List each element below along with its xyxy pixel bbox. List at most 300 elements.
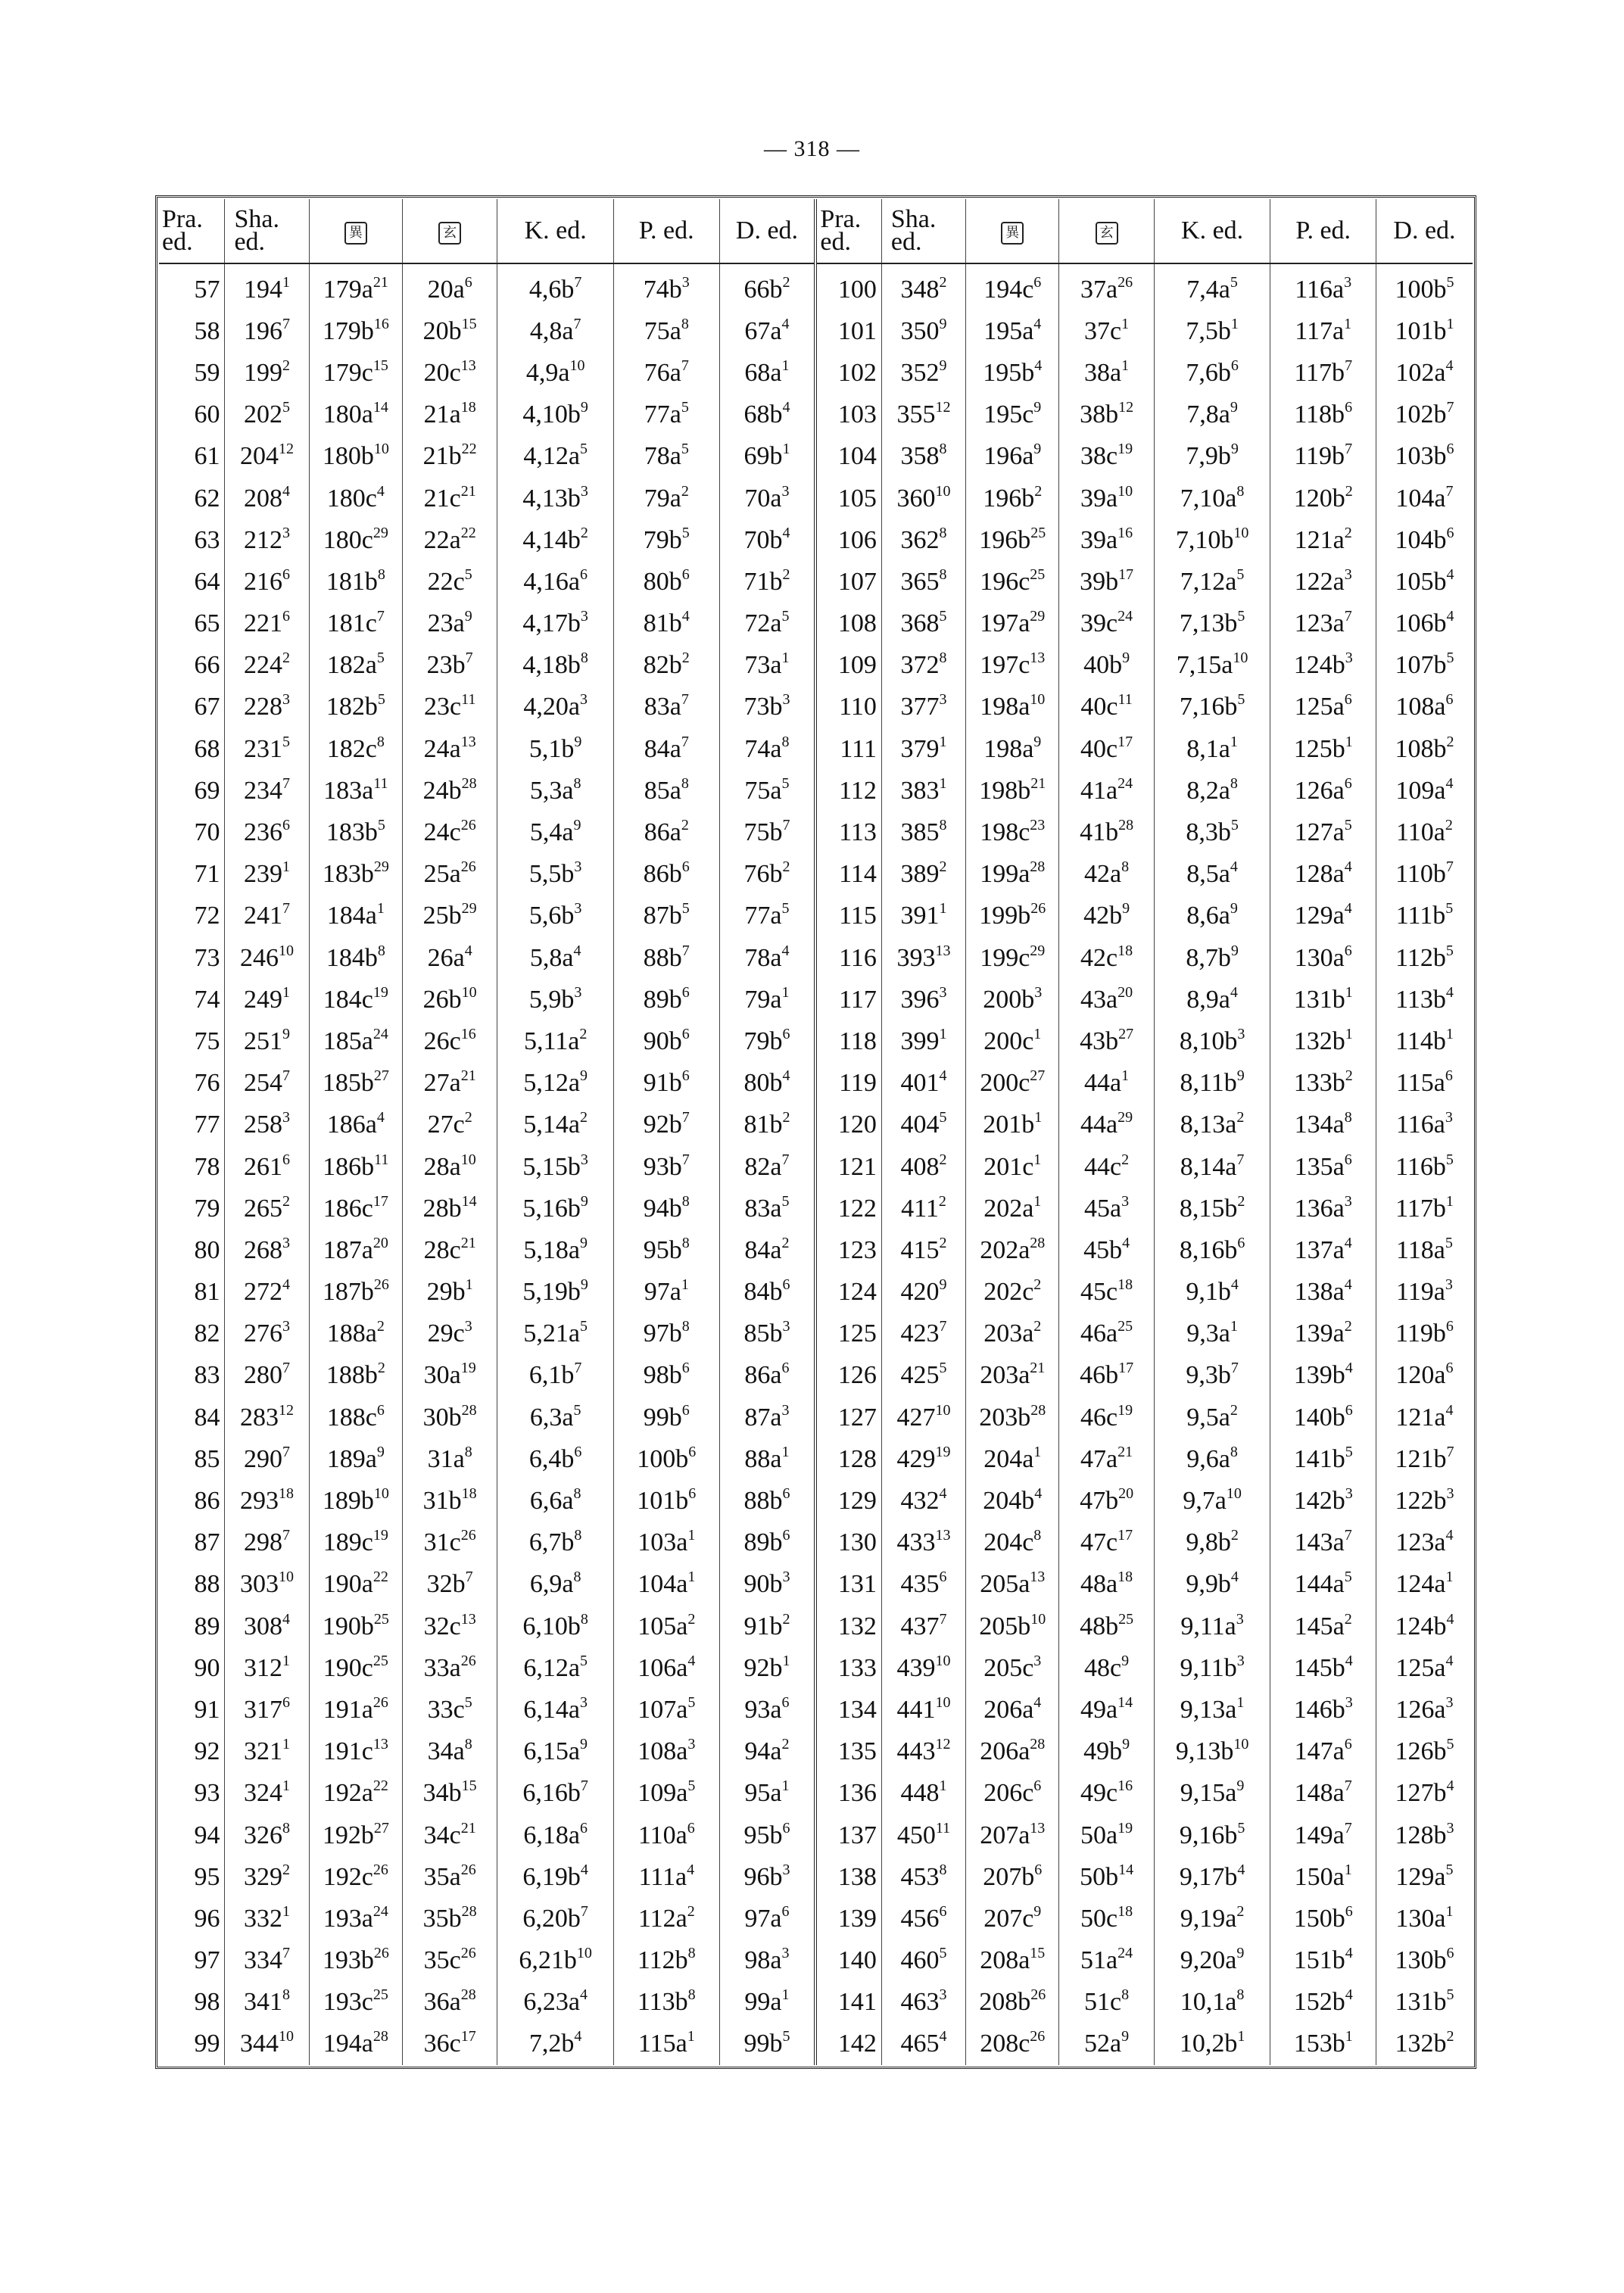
cell-seal2: $40c^{11}$: [1059, 687, 1154, 728]
cell-seal2: $49b^9$: [1059, 1731, 1154, 1773]
cell-d: $115a^6$: [1376, 1063, 1473, 1104]
cell-d: 130b6: [1376, 1940, 1473, 1982]
cell-sha: $377^3$: [881, 687, 965, 728]
cell-seal2: $46a^{25}$: [1059, 1313, 1154, 1355]
table-row: [159, 1104, 1473, 1146]
cell-p: $146b^3$: [1270, 1689, 1376, 1731]
header-d: D. ed.: [719, 199, 815, 263]
header-p: P. ed.: [1270, 199, 1376, 263]
cell-sha: 4633: [881, 1982, 965, 2024]
cell-pra: 129: [815, 1480, 881, 1522]
cell-seal1: $207b^6$: [966, 1856, 1059, 1898]
cell-sha: $365^8$: [881, 561, 965, 603]
cell-pra: 79: [194, 1194, 220, 1223]
cell-pra: 66: [194, 651, 220, 680]
cell-seal1: $189c^{19}$: [309, 1522, 402, 1564]
cell-k: $7,12a^5$: [1154, 561, 1270, 603]
page-number: — 318 —: [764, 136, 860, 161]
cell-sha: $280^7$: [225, 1355, 309, 1397]
cell-seal1: $187b^{26}$: [309, 1272, 402, 1313]
cell-seal2: $37a^{26}$: [1059, 263, 1154, 310]
cell-d: $105b^4$: [1376, 561, 1473, 603]
cell-seal2: $38b^{12}$: [1059, 394, 1154, 436]
cell-sha: $355^{12}$: [881, 394, 965, 436]
cell-seal1: $195a^4$: [966, 310, 1059, 352]
cell-seal1: $188a^2$: [309, 1313, 402, 1355]
cell-p: $116a^3$: [1270, 263, 1376, 310]
cell-pra: 135: [815, 1731, 881, 1773]
cell-d: $116a^3$: [1376, 1104, 1473, 1146]
cell-k: $5,16b^9$: [497, 1188, 614, 1229]
cell-d: $101b^1$: [1376, 310, 1473, 352]
cell-p: $138a^4$: [1270, 1272, 1376, 1313]
cell-k: $6,9a^8$: [497, 1564, 614, 1606]
cell-sha: $196^7$: [225, 310, 309, 352]
cell-seal1: $185a^{24}$: [309, 1020, 402, 1062]
cell-p: $119b^7$: [1270, 436, 1376, 478]
cell-p: $133b^2$: [1270, 1063, 1376, 1104]
cell-p: $135a^6$: [1270, 1146, 1376, 1188]
cell-k: $5,21a^5$: [497, 1313, 614, 1355]
cell-p: $89b^6$: [614, 979, 720, 1020]
cell-pra: 133: [815, 1647, 881, 1689]
cell-seal1: $182c^8$: [309, 728, 402, 770]
cell-sha: $194^1$: [225, 263, 309, 310]
cell-p: $121a^2$: [1270, 519, 1376, 561]
cell-d: $127b^4$: [1376, 1773, 1473, 1815]
cell-p: $86b^6$: [614, 854, 720, 896]
cell-d: $110a^2$: [1376, 812, 1473, 853]
cell-d: $71b^2$: [719, 561, 815, 603]
cell-d: $89b^6$: [719, 1522, 815, 1564]
cell-pra: 127: [815, 1397, 881, 1438]
cell-d: $111b^5$: [1376, 896, 1473, 937]
cell-p: $78a^5$: [614, 436, 720, 478]
cell-sha: $433^{13}$: [881, 1522, 965, 1564]
cell-d: $70a^3$: [719, 478, 815, 519]
cell-pra: 112: [815, 770, 881, 812]
cell-k: $8,5a^4$: [1154, 854, 1270, 896]
cell-d: $86a^6$: [719, 1355, 815, 1397]
cell-sha: 34410: [225, 2024, 309, 2065]
cell-seal1: $196c^{25}$: [966, 561, 1059, 603]
cell-p: $88b^7$: [614, 937, 720, 979]
cell-p: $120b^2$: [1270, 478, 1376, 519]
cell-sha: 3321: [225, 1898, 309, 1939]
cell-seal1: $180c^{29}$: [309, 519, 402, 561]
cell-sha: $308^4$: [225, 1606, 309, 1647]
cell-seal1: $179b^{16}$: [309, 310, 402, 352]
cell-seal1: $181c^7$: [309, 603, 402, 645]
cell-d: $125a^4$: [1376, 1647, 1473, 1689]
cell-seal2: $23c^{11}$: [402, 687, 497, 728]
cell-p: $83a^7$: [614, 687, 720, 728]
cell-seal2: 50c18: [1059, 1898, 1154, 1939]
cell-d: $93a^6$: [719, 1689, 815, 1731]
cell-pra: 142: [815, 2024, 881, 2065]
cell-p: $94b^8$: [614, 1188, 720, 1229]
cell-k: $6,19b^4$: [497, 1856, 614, 1898]
cell-p: $129a^4$: [1270, 896, 1376, 937]
cell-sha: $427^{10}$: [881, 1397, 965, 1438]
cell-pra: 88: [194, 1570, 220, 1599]
cell-sha: $350^9$: [881, 310, 965, 352]
cell-pra: 81: [194, 1278, 220, 1307]
cell-seal2: $22a^{22}$: [402, 519, 497, 561]
cell-seal1: $180b^{10}$: [309, 436, 402, 478]
cell-seal2: $24a^{13}$: [402, 728, 497, 770]
cell-p: 115a1: [614, 2024, 720, 2065]
cell-pra: 109: [815, 645, 881, 687]
cell-sha: $360^{10}$: [881, 478, 965, 519]
cell-seal1: $184b^8$: [309, 937, 402, 979]
cell-seal1: 194a28: [309, 2024, 402, 2065]
cell-d: $76b^2$: [719, 854, 815, 896]
cell-k: $8,15b^2$: [1154, 1188, 1270, 1229]
cell-seal2: 51a24: [1059, 1940, 1154, 1982]
table-row: [159, 1606, 1473, 1647]
cell-seal1: $186b^{11}$: [309, 1146, 402, 1188]
cell-pra: 87: [194, 1528, 220, 1557]
cell-p: $95b^8$: [614, 1229, 720, 1271]
cell-k: $5,19b^9$: [497, 1272, 614, 1313]
cell-d: $128b^3$: [1376, 1815, 1473, 1856]
seal-2-icon: 玄: [438, 222, 461, 245]
cell-d: $66b^2$: [719, 263, 815, 310]
cell-seal2: $41a^{24}$: [1059, 770, 1154, 812]
cell-sha: $450^{11}$: [881, 1815, 965, 1856]
cell-d: $68b^4$: [719, 394, 815, 436]
cell-seal1: $199c^{29}$: [966, 937, 1059, 979]
cell-d: $74a^8$: [719, 728, 815, 770]
cell-seal2: $28c^{21}$: [402, 1229, 497, 1271]
concordance-table-frame: [155, 195, 1476, 2069]
cell-sha: $411^2$: [881, 1188, 965, 1229]
table-row: [159, 1480, 1473, 1522]
cell-sha: 3347: [225, 1940, 309, 1982]
cell-k: $4,20a^3$: [497, 687, 614, 728]
cell-k: $5,15b^3$: [497, 1146, 614, 1188]
cell-sha: $389^2$: [881, 854, 965, 896]
cell-d: $82a^7$: [719, 1146, 815, 1188]
cell-pra: 99: [194, 2030, 220, 2058]
cell-d: $72a^5$: [719, 603, 815, 645]
cell-p: $149a^7$: [1270, 1815, 1376, 1856]
cell-seal1: $195c^9$: [966, 394, 1059, 436]
cell-k: $9,9b^4$: [1154, 1564, 1270, 1606]
cell-pra: 97: [194, 1946, 220, 1975]
cell-p: $123a^7$: [1270, 603, 1376, 645]
cell-d: $126a^3$: [1376, 1689, 1473, 1731]
cell-k: $5,14a^2$: [497, 1104, 614, 1146]
cell-seal2: $26a^4$: [402, 937, 497, 979]
cell-d: $117b^1$: [1376, 1188, 1473, 1229]
cell-seal1: $192b^{27}$: [309, 1815, 402, 1856]
cell-pra: 123: [815, 1229, 881, 1271]
cell-k: $7,10b^{10}$: [1154, 519, 1270, 561]
cell-seal2: $20b^{15}$: [402, 310, 497, 352]
cell-seal2: $31b^{18}$: [402, 1480, 497, 1522]
table-row: [159, 436, 1473, 478]
cell-pra: 94: [194, 1821, 220, 1849]
table-row: [159, 310, 1473, 352]
cell-pra: 92: [194, 1737, 220, 1766]
table-row: [159, 1438, 1473, 1480]
table-row: [159, 2024, 1473, 2065]
cell-pra: 59: [194, 358, 220, 387]
cell-k: $7,8a^9$: [1154, 394, 1270, 436]
cell-pra: 61: [194, 442, 220, 471]
cell-seal2: $41b^{28}$: [1059, 812, 1154, 853]
cell-seal1: 208b26: [966, 1982, 1059, 2024]
cell-sha: $379^1$: [881, 728, 965, 770]
cell-p: $107a^5$: [614, 1689, 720, 1731]
cell-seal2: $47c^{17}$: [1059, 1522, 1154, 1564]
cell-sha: $239^1$: [225, 854, 309, 896]
cell-d: $124b^4$: [1376, 1606, 1473, 1647]
cell-sha: $420^9$: [881, 1272, 965, 1313]
cell-pra: 85: [194, 1444, 220, 1473]
table-row: [159, 1689, 1473, 1731]
cell-sha: $216^6$: [225, 561, 309, 603]
cell-p: $145b^4$: [1270, 1647, 1376, 1689]
cell-seal1: $188b^2$: [309, 1355, 402, 1397]
cell-sha: $212^3$: [225, 519, 309, 561]
cell-p: $139b^4$: [1270, 1355, 1376, 1397]
cell-p: $98b^6$: [614, 1355, 720, 1397]
cell-seal1: 193c25: [309, 1982, 402, 2024]
cell-pra: 125: [815, 1313, 881, 1355]
cell-k: $9,3a^1$: [1154, 1313, 1270, 1355]
cell-seal1: $191a^{26}$: [309, 1689, 402, 1731]
cell-seal2: $23a^9$: [402, 603, 497, 645]
cell-p: $137a^4$: [1270, 1229, 1376, 1271]
cell-sha: $265^2$: [225, 1188, 309, 1229]
cell-seal1: $181b^8$: [309, 561, 402, 603]
cell-pra: 89: [194, 1612, 220, 1640]
cell-seal2: $35a^{26}$: [402, 1856, 497, 1898]
cell-pra: 122: [815, 1188, 881, 1229]
cell-seal2: $28b^{14}$: [402, 1188, 497, 1229]
cell-pra: 118: [815, 1020, 881, 1062]
cell-d: $104a^7$: [1376, 478, 1473, 519]
table-row: [159, 561, 1473, 603]
cell-seal1: $204c^8$: [966, 1522, 1059, 1564]
cell-p: $100b^6$: [614, 1438, 720, 1480]
cell-p: $82b^2$: [614, 645, 720, 687]
cell-p: $74b^3$: [614, 263, 720, 310]
cell-sha: $221^6$: [225, 603, 309, 645]
cell-pra: 57: [194, 275, 220, 304]
cell-p: $126a^6$: [1270, 770, 1376, 812]
cell-pra: 110: [815, 687, 881, 728]
cell-k: $6,7b^8$: [497, 1522, 614, 1564]
cell-p: $130a^6$: [1270, 937, 1376, 979]
cell-pra: 116: [815, 937, 881, 979]
header-seal-2: [402, 199, 497, 263]
cell-d: 98a3: [719, 1940, 815, 1982]
cell-d: $92b^1$: [719, 1647, 815, 1689]
cell-k: 10,1a8: [1154, 1982, 1270, 2024]
cell-p: $142b^3$: [1270, 1480, 1376, 1522]
cell-d: $84b^6$: [719, 1272, 815, 1313]
cell-seal2: $33a^{26}$: [402, 1647, 497, 1689]
cell-seal2: $40b^9$: [1059, 645, 1154, 687]
cell-k: $8,7b^9$: [1154, 937, 1270, 979]
cell-seal1: $204b^4$: [966, 1480, 1059, 1522]
cell-sha: $415^2$: [881, 1229, 965, 1271]
cell-k: $4,13b^3$: [497, 478, 614, 519]
cell-sha: $231^5$: [225, 728, 309, 770]
cell-seal1: $182a^5$: [309, 645, 402, 687]
cell-seal2: $33c^5$: [402, 1689, 497, 1731]
cell-p: $105a^2$: [614, 1606, 720, 1647]
cell-pra: 108: [815, 603, 881, 645]
cell-d: $122b^3$: [1376, 1480, 1473, 1522]
cell-d: $70b^4$: [719, 519, 815, 561]
cell-p: $91b^6$: [614, 1063, 720, 1104]
header-sha: Sha. ed.: [881, 199, 965, 263]
cell-k: $5,9b^3$: [497, 979, 614, 1020]
cell-k: $8,3b^5$: [1154, 812, 1270, 853]
cell-d: $73b^3$: [719, 687, 815, 728]
cell-k: $5,4a^9$: [497, 812, 614, 853]
cell-sha: $202^5$: [225, 394, 309, 436]
cell-d: $102b^7$: [1376, 394, 1473, 436]
cell-pra: 134: [815, 1689, 881, 1731]
cell-pra: 121: [815, 1146, 881, 1188]
cell-pra: 115: [815, 896, 881, 937]
cell-pra: 132: [815, 1606, 881, 1647]
cell-sha: $443^{12}$: [881, 1731, 965, 1773]
cell-pra: 140: [815, 1940, 881, 1982]
cell-seal1: $201c^1$: [966, 1146, 1059, 1188]
cell-d: $126b^5$: [1376, 1731, 1473, 1773]
cell-seal2: $29c^3$: [402, 1313, 497, 1355]
table-row: [159, 394, 1473, 436]
cell-seal1: $198b^{21}$: [966, 770, 1059, 812]
table-row: [159, 979, 1473, 1020]
table-row: [159, 478, 1473, 519]
table-row: [159, 1020, 1473, 1062]
cell-sha: 4654: [881, 2024, 965, 2065]
cell-seal1: $198a^9$: [966, 728, 1059, 770]
cell-seal1: $200c^{27}$: [966, 1063, 1059, 1104]
cell-pra: 62: [194, 484, 220, 512]
cell-d: 132b2: [1376, 2024, 1473, 2065]
cell-k: $8,1a^1$: [1154, 728, 1270, 770]
cell-pra: 74: [194, 985, 220, 1014]
cell-seal1: 207c9: [966, 1898, 1059, 1939]
cell-sha: $246^{10}$: [225, 937, 309, 979]
cell-d: $109a^4$: [1376, 770, 1473, 812]
cell-sha: $272^4$: [225, 1272, 309, 1313]
cell-k: $8,11b^9$: [1154, 1063, 1270, 1104]
cell-pra: 124: [815, 1272, 881, 1313]
cell-d: $91b^2$: [719, 1606, 815, 1647]
cell-k: 9,20a9: [1154, 1940, 1270, 1982]
cell-p: 150b6: [1270, 1898, 1376, 1939]
table-row: [159, 1940, 1473, 1982]
cell-seal2: $48a^{18}$: [1059, 1564, 1154, 1606]
cell-seal1: $183a^{11}$: [309, 770, 402, 812]
cell-pra: 78: [194, 1152, 220, 1181]
cell-sha: $453^8$: [881, 1856, 965, 1898]
cell-p: $139a^2$: [1270, 1313, 1376, 1355]
cell-seal2: $45a^3$: [1059, 1188, 1154, 1229]
cell-k: $5,5b^3$: [497, 854, 614, 896]
cell-sha: $241^7$: [225, 896, 309, 937]
cell-p: $79b^5$: [614, 519, 720, 561]
cell-pra: 72: [194, 902, 220, 930]
cell-seal1: $203a^2$: [966, 1313, 1059, 1355]
cell-p: $92b^7$: [614, 1104, 720, 1146]
cell-pra: 64: [194, 567, 220, 596]
cell-d: $69b^1$: [719, 436, 815, 478]
cell-seal1: $183b^5$: [309, 812, 402, 853]
table-row: [159, 687, 1473, 728]
cell-d: $79b^6$: [719, 1020, 815, 1062]
cell-sha: $276^3$: [225, 1313, 309, 1355]
cell-k: $9,6a^8$: [1154, 1438, 1270, 1480]
cell-k: 6,21b10: [497, 1940, 614, 1982]
cell-p: $117b^7$: [1270, 352, 1376, 394]
cell-d: 99b5: [719, 2024, 815, 2065]
cell-pra: 114: [815, 854, 881, 896]
cell-sha: $385^8$: [881, 812, 965, 853]
cell-p: $125a^6$: [1270, 687, 1376, 728]
cell-seal1: 208a15: [966, 1940, 1059, 1982]
cell-d: $107b^5$: [1376, 645, 1473, 687]
cell-p: $109a^5$: [614, 1773, 720, 1815]
cell-sha: $312^1$: [225, 1647, 309, 1689]
cell-seal2: $49c^{16}$: [1059, 1773, 1154, 1815]
cell-d: $67a^4$: [719, 310, 815, 352]
header-seal-1: [966, 199, 1059, 263]
cell-p: 112a2: [614, 1898, 720, 1939]
table-row: [159, 352, 1473, 394]
cell-d: $80b^4$: [719, 1063, 815, 1104]
cell-k: $8,2a^8$: [1154, 770, 1270, 812]
cell-seal1: $205c^3$: [966, 1647, 1059, 1689]
table-row: [159, 854, 1473, 896]
cell-p: $136a^3$: [1270, 1188, 1376, 1229]
cell-k: $5,8a^4$: [497, 937, 614, 979]
cell-seal1: $199b^{26}$: [966, 896, 1059, 937]
cell-sha: $372^8$: [881, 645, 965, 687]
cell-seal2: $32c^{13}$: [402, 1606, 497, 1647]
cell-seal2: $30a^{19}$: [402, 1355, 497, 1397]
cell-sha: $249^1$: [225, 979, 309, 1020]
header-seal-2: [1059, 199, 1154, 263]
cell-seal2: $21b^{22}$: [402, 436, 497, 478]
cell-seal2: $34a^8$: [402, 1731, 497, 1773]
cell-seal2: $48c^9$: [1059, 1647, 1154, 1689]
cell-seal2: $20c^{13}$: [402, 352, 497, 394]
cell-pra: 102: [815, 352, 881, 394]
table-body: [159, 263, 1473, 2065]
cell-d: $123a^4$: [1376, 1522, 1473, 1564]
cell-d: $108b^2$: [1376, 728, 1473, 770]
cell-pra: 138: [815, 1856, 881, 1898]
cell-p: $77a^5$: [614, 394, 720, 436]
cell-sha: $393^{13}$: [881, 937, 965, 979]
cell-p: $125b^1$: [1270, 728, 1376, 770]
cell-seal2: $28a^{10}$: [402, 1146, 497, 1188]
cell-seal2: $44a^1$: [1059, 1063, 1154, 1104]
cell-k: $5,3a^8$: [497, 770, 614, 812]
table-row: [159, 1773, 1473, 1815]
